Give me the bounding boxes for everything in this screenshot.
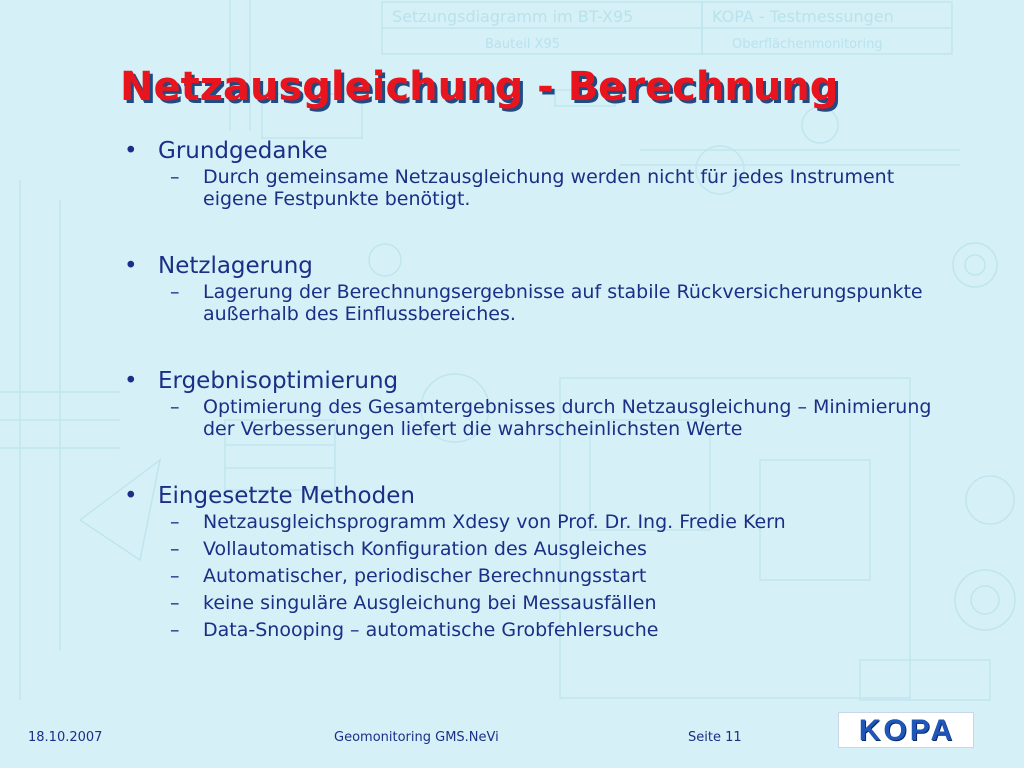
sub-bullet-item [170, 565, 940, 587]
background-subtitle-right: Oberflächenmonitoring [732, 37, 883, 52]
footer-date: 18.10.2007 [28, 730, 103, 745]
footer-title: Geomonitoring GMS.NeVi [334, 730, 499, 745]
slide-content [120, 136, 940, 646]
bullet-item [120, 136, 940, 166]
bullet-heading: Ergebnisoptimierung [158, 368, 399, 394]
bullet-item [120, 366, 940, 396]
section-ergebnisoptimierung [120, 366, 940, 440]
sub-bullet-item [170, 538, 940, 560]
bullet-heading: Eingesetzte Methoden [158, 483, 415, 509]
bullet-dot: • [124, 483, 138, 509]
sub-bullet-text: Netzausgleichsprogramm Xdesy von Prof. Dr. Ing. Fredie Kern [203, 511, 786, 533]
sub-bullet-item [170, 166, 940, 210]
background-title-left: Setzungsdiagramm im BT-X95 [392, 7, 634, 26]
slide-title: Netzausgleichung - Berechnung [120, 64, 839, 110]
bullet-heading: Grundgedanke [158, 138, 328, 164]
dash-marker: – [170, 592, 180, 614]
sub-bullet-text: Optimierung des Gesamtergebnisses durch Netzausgleichung – Minimierung der Verbesserungen liefert die wahrscheinlichsten Werte [203, 396, 932, 440]
dash-marker: – [170, 619, 180, 641]
sub-bullet-item [170, 396, 940, 440]
bullet-dot: • [124, 368, 138, 394]
bullet-item [120, 251, 940, 281]
sub-bullet-text: Data-Snooping – automatische Grobfehlersuche [203, 619, 659, 641]
sub-bullet-item [170, 511, 940, 533]
dash-marker: – [170, 166, 180, 188]
sub-bullet-item [170, 592, 940, 614]
section-netzlagerung [120, 251, 940, 325]
sub-bullet-text: Durch gemeinsame Netzausgleichung werden nicht für jedes Instrument eigene Festpunkte benötigt. [203, 166, 895, 210]
dash-marker: – [170, 396, 180, 418]
dash-marker: – [170, 565, 180, 587]
bullet-item [120, 481, 940, 511]
kopa-logo [838, 712, 974, 748]
background-subtitle-left: Bauteil X95 [485, 37, 561, 52]
dash-marker: – [170, 281, 180, 303]
sub-bullet-item [170, 281, 940, 325]
background-title-right: KOPA - Testmessungen [712, 7, 894, 26]
sub-bullet-item [170, 619, 940, 641]
sub-bullet-text: Vollautomatisch Konfiguration des Ausgleiches [203, 538, 647, 560]
sub-bullet-text: keine singuläre Ausgleichung bei Messausfällen [203, 592, 657, 614]
bullet-dot: • [124, 138, 138, 164]
logo-text: KOPA [858, 714, 956, 747]
section-eingesetzte-methoden [120, 481, 940, 641]
sub-bullet-text: Automatischer, periodischer Berechnungsstart [203, 565, 647, 587]
bullet-heading: Netzlagerung [158, 253, 313, 279]
section-grundgedanke [120, 136, 940, 210]
sub-bullet-text: Lagerung der Berechnungsergebnisse auf stabile Rückversicherungspunkte außerhalb des Einflussbereiches. [203, 281, 923, 325]
footer-page-number: Seite 11 [688, 730, 742, 745]
dash-marker: – [170, 538, 180, 560]
dash-marker: – [170, 511, 180, 533]
bullet-dot: • [124, 253, 138, 279]
